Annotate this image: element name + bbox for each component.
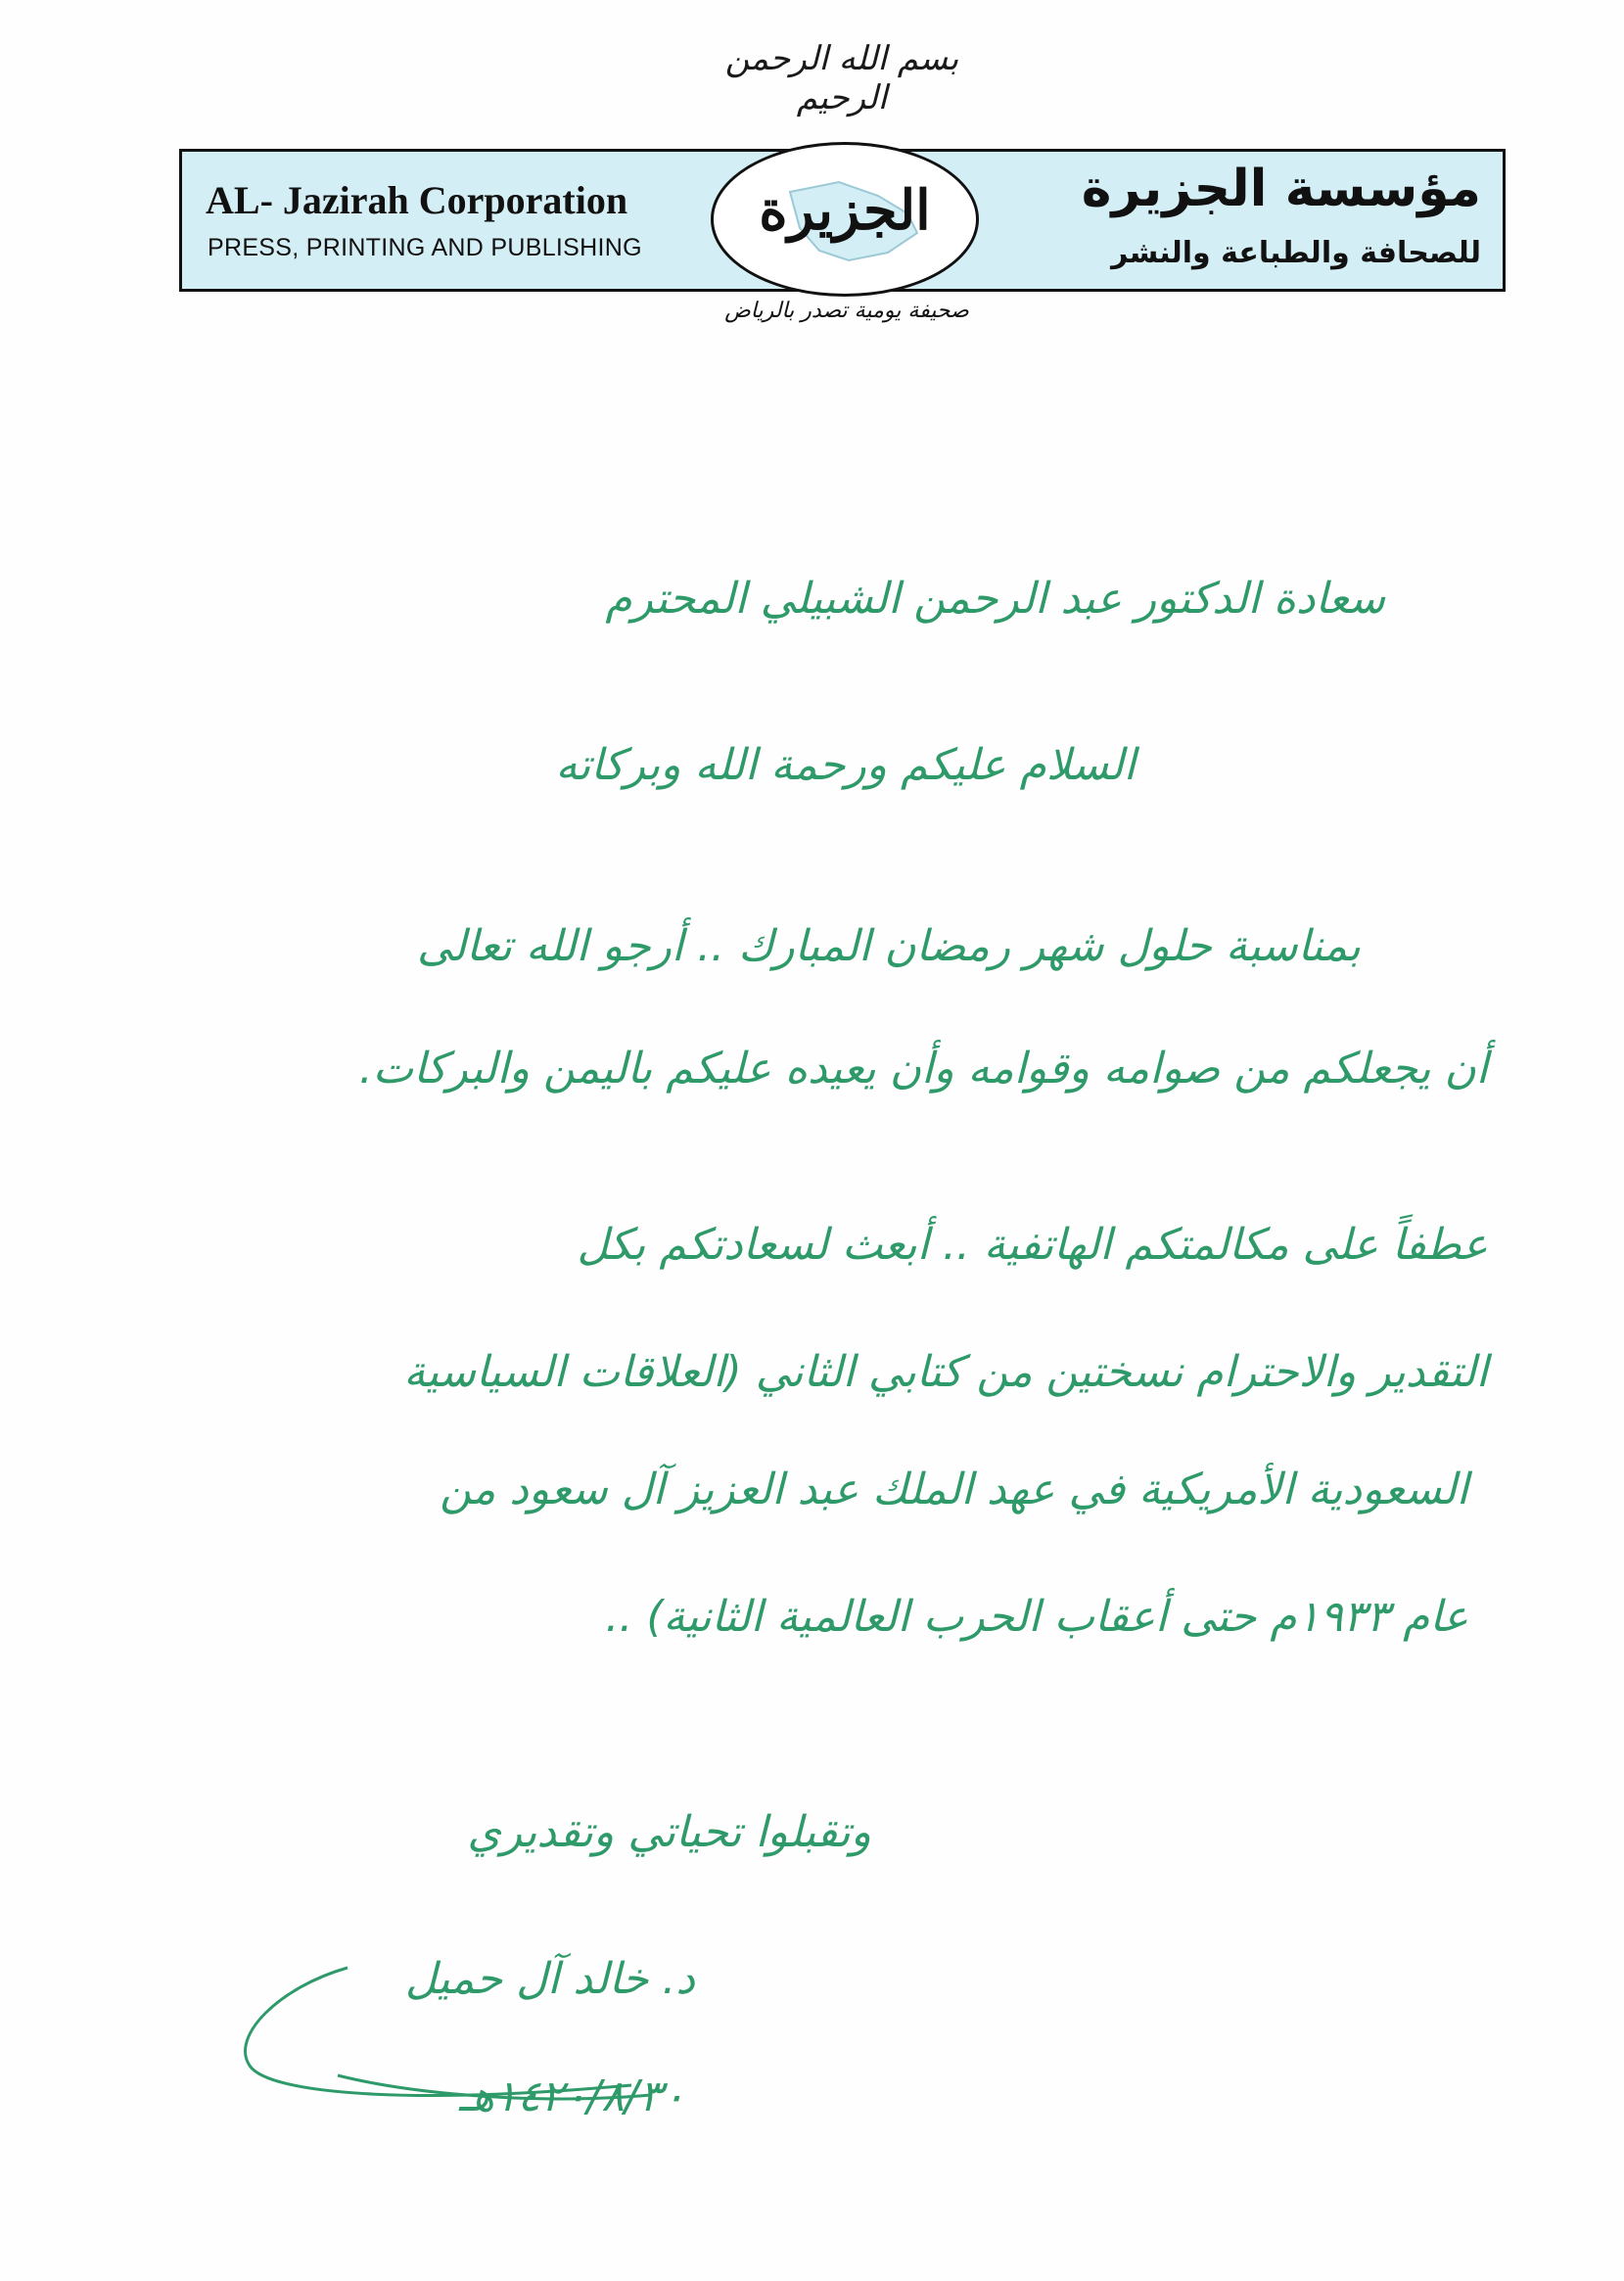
- signature-name: د. خالد آل حميل: [404, 1954, 695, 2004]
- greeting: السلام عليكم ورحمة الله وبركاته: [555, 740, 1136, 790]
- signature-flourish: [220, 1948, 749, 2144]
- salutation: سعادة الدكتور عبد الرحمن الشبيلي المحترم: [605, 574, 1385, 624]
- body-line-1: بمناسبة حلول شهر رمضان المبارك .. أرجو الله تعالى: [417, 921, 1361, 971]
- corporation-subtitle-ar: للصحافة والطباعة والنشر: [1111, 236, 1481, 270]
- logo-wordmark: الجزيرة: [759, 178, 931, 243]
- body-line-6: عام ١٩٣٣م حتى أعقاب الحرب العالمية الثانية) ..: [605, 1592, 1468, 1642]
- body-line-5: السعودية الأمريكية في عهد الملك عبد العزيز آل سعود من: [440, 1465, 1468, 1514]
- body-line-4: التقدير والاحترام نسختين من كتابي الثاني (العلاقات السياسية: [403, 1347, 1488, 1397]
- signature-date: ١٤٢٠/٨/٣٠هـ: [458, 2072, 685, 2121]
- body-line-2: أن يجعلكم من صوامه وقوامه وأن يعيده عليكم باليمن والبركات.: [358, 1044, 1488, 1094]
- corporation-name-en: AL- Jazirah Corporation: [206, 178, 628, 222]
- al-jazirah-logo: [711, 142, 979, 297]
- basmala-heading: بسم الله الرحمن الرحيم: [724, 39, 959, 117]
- newspaper-tagline: صحيفة يومية تصدر بالرياض: [724, 299, 969, 323]
- corporation-subtitle-en: PRESS, PRINTING AND PUBLISHING: [208, 234, 642, 261]
- closing-line: وتقبلوا تحياتي وتقديري: [467, 1807, 871, 1857]
- body-line-3: عطفاً على مكالمتكم الهاتفية .. أبعث لسعادتكم بكل: [577, 1220, 1488, 1270]
- corporation-name-ar: مؤسسة الجزيرة: [1081, 160, 1481, 218]
